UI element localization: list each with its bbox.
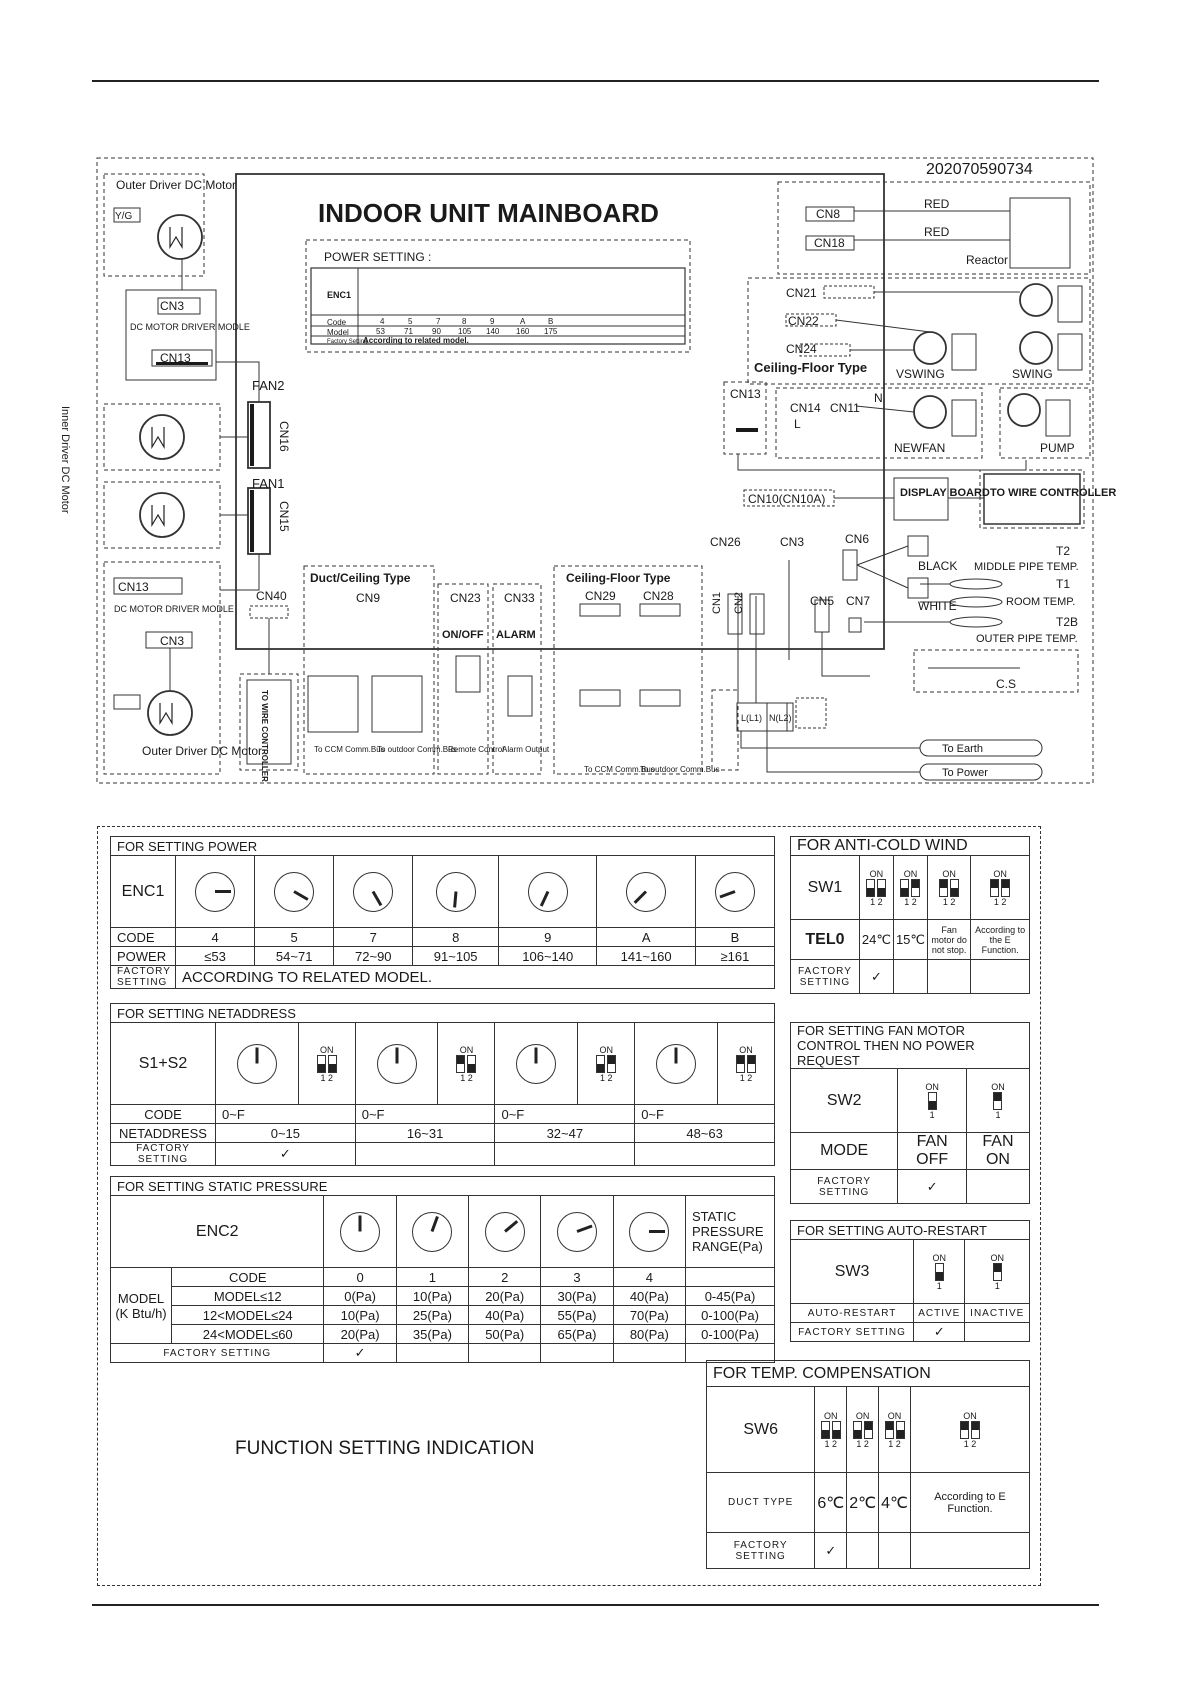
- board-factory-label: Factory Setting: [327, 339, 368, 345]
- static-code: 3: [541, 1268, 613, 1287]
- power-value: ≥161: [695, 947, 774, 966]
- cn3-label-2: CN3: [160, 634, 185, 648]
- fan-factory-label: FACTORY SETTING: [791, 1170, 898, 1204]
- static-dial: [324, 1196, 396, 1268]
- wiring-diagram: [0, 0, 1191, 800]
- auto-title: FOR SETTING AUTO-RESTART: [791, 1221, 1030, 1240]
- to-earth-label: To Earth: [942, 743, 983, 755]
- auto-sw3: SW3: [791, 1240, 914, 1304]
- static-range: 0-45(Pa): [686, 1287, 775, 1306]
- to-ccm-label-2: To CCM Comm.Bus: [584, 765, 655, 774]
- anti-tel0: TEL0: [791, 920, 860, 960]
- cn10-label: CN10(CN10A): [748, 492, 826, 506]
- driver-modle-label: DC MOTOR DRIVER MODLE: [130, 322, 250, 332]
- net-dial: [635, 1023, 718, 1105]
- cn2-label: CN2: [733, 591, 745, 614]
- auto-factory-check: ✓: [914, 1323, 965, 1342]
- static-value: 70(Pa): [613, 1306, 685, 1325]
- power-value: 54~71: [255, 947, 334, 966]
- cn23-label: CN23: [450, 591, 481, 605]
- net-dip: ON 1 2: [578, 1023, 635, 1105]
- temp-dip: ON 1 2: [879, 1387, 911, 1473]
- anti-dip: ON 1 2: [859, 856, 893, 920]
- netaddress-table: [110, 1003, 775, 1166]
- power-dial: [176, 856, 255, 928]
- cn6-label: CN6: [845, 532, 870, 546]
- cn3-board-label: CN3: [780, 535, 805, 549]
- t1-label: T1: [1056, 577, 1071, 591]
- n2-label: N(L2): [769, 713, 792, 723]
- cn33-label: CN33: [504, 591, 535, 605]
- board-title: INDOOR UNIT MAINBOARD: [318, 198, 659, 228]
- temp-dip: ON 1 2: [847, 1387, 879, 1473]
- n-label: N: [874, 391, 883, 405]
- anti-title: FOR ANTI-COLD WIND: [791, 837, 1030, 856]
- board-code: 5: [408, 317, 413, 326]
- static-code: 1: [396, 1268, 468, 1287]
- auto-inactive: INACTIVE: [965, 1304, 1030, 1323]
- driver-modle-label-2: DC MOTOR DRIVER MODLE: [114, 604, 234, 614]
- anti-dip: ON 1 2: [893, 856, 927, 920]
- net-dip: ON 1 2: [298, 1023, 355, 1105]
- board-code-label: Code: [327, 318, 347, 327]
- board-factory-text: According to related model.: [363, 336, 469, 345]
- ceiling-floor-label-bottom: Ceiling-Floor Type: [566, 571, 671, 585]
- cn24-label: CN24: [786, 342, 817, 356]
- temp-title: FOR TEMP. COMPENSATION: [707, 1361, 1030, 1387]
- fan2-label: FAN2: [252, 378, 285, 393]
- board-code: B: [548, 317, 554, 326]
- power-factory-label: FACTORY SETTING: [111, 966, 176, 989]
- net-code: 0~F: [495, 1105, 635, 1124]
- net-dial: [495, 1023, 578, 1105]
- cn7-label: CN7: [846, 594, 871, 608]
- wire-controller-label: TO WIRE CONTROLLER: [260, 690, 269, 782]
- power-table: [110, 836, 775, 989]
- cn15-label: CN15: [277, 501, 291, 532]
- temp-compensation-table: [706, 1360, 1030, 1569]
- static-code: 0: [324, 1268, 396, 1287]
- power-code: 4: [176, 928, 255, 947]
- net-code: 0~F: [216, 1105, 356, 1124]
- cn28-label: CN28: [643, 589, 674, 603]
- cn14-label: CN14: [790, 401, 821, 415]
- yg-label: Y/G: [115, 211, 133, 222]
- net-title: FOR SETTING NETADDRESS: [111, 1004, 775, 1023]
- fan-dip: ON 1: [898, 1069, 967, 1133]
- static-code: 4: [613, 1268, 685, 1287]
- power-code: A: [597, 928, 695, 947]
- temp-value: 2℃: [847, 1473, 879, 1533]
- white-label: WHITE: [918, 599, 957, 613]
- auto-dip: ON 1: [914, 1240, 965, 1304]
- fan-factory-check: ✓: [898, 1170, 967, 1204]
- power-dial: [597, 856, 695, 928]
- on-off-label: ON/OFF: [442, 629, 484, 641]
- static-value: 35(Pa): [396, 1325, 468, 1344]
- power-dial: [334, 856, 413, 928]
- fan-motor-table: [790, 1022, 1030, 1204]
- net-dip: ON 1 2: [438, 1023, 495, 1105]
- net-range: 0~15: [216, 1124, 356, 1143]
- cs-label: C.S: [996, 677, 1017, 691]
- board-model: 160: [516, 327, 530, 336]
- power-enc1: ENC1: [111, 856, 176, 928]
- anti-sw1: SW1: [791, 856, 860, 920]
- static-code-label: CODE: [172, 1268, 324, 1287]
- static-range: 0-100(Pa): [686, 1325, 775, 1344]
- cn29-label: CN29: [585, 589, 616, 603]
- power-dial: [413, 856, 499, 928]
- power-value: 141~160: [597, 947, 695, 966]
- reactor-label: Reactor: [966, 253, 1009, 267]
- temp-factory-check: ✓: [815, 1533, 847, 1569]
- static-model: MODEL≤12: [172, 1287, 324, 1306]
- cn18-label: CN18: [814, 236, 845, 250]
- net-range: 32~47: [495, 1124, 635, 1143]
- power-value: 106~140: [499, 947, 597, 966]
- net-code: 0~F: [635, 1105, 775, 1124]
- static-model: 24<MODEL≤60: [172, 1325, 324, 1344]
- power-value: ≤53: [176, 947, 255, 966]
- function-setting-title: FUNCTION SETTING INDICATION: [235, 1438, 535, 1459]
- static-code: 2: [469, 1268, 541, 1287]
- temp-value: According to E Function.: [910, 1473, 1029, 1533]
- static-dial: [396, 1196, 468, 1268]
- fan-on: FAN ON: [966, 1133, 1029, 1170]
- anti-factory-label: FACTORY SETTING: [791, 960, 860, 994]
- l1-label: L(L1): [741, 713, 763, 723]
- power-code: B: [695, 928, 774, 947]
- footer-rule: [92, 1604, 1099, 1606]
- static-value: 0(Pa): [324, 1287, 396, 1306]
- red-label-1: RED: [924, 197, 950, 211]
- red-label-2: RED: [924, 225, 950, 239]
- static-model-label: MODEL (K Btu/h): [111, 1268, 172, 1344]
- static-factory-label: FACTORY SETTING: [111, 1344, 324, 1363]
- to-power-label: To Power: [942, 767, 988, 779]
- board-enc1-label: ENC1: [327, 290, 352, 300]
- power-factory-text: ACCORDING TO RELATED MODEL.: [176, 966, 775, 989]
- static-range-label: STATIC PRESSURE RANGE(Pa): [686, 1196, 775, 1268]
- power-code: 8: [413, 928, 499, 947]
- inner-motor-label: Inner Driver DC Motor: [59, 406, 71, 514]
- l-label: L: [794, 417, 801, 431]
- static-value: 55(Pa): [541, 1306, 613, 1325]
- power-title: FOR SETTING POWER: [111, 837, 775, 856]
- board-model: 90: [432, 327, 441, 336]
- cn21-label: CN21: [786, 286, 817, 300]
- room-temp-label: ROOM TEMP.: [1006, 596, 1076, 608]
- board-code: 9: [490, 317, 495, 326]
- static-value: 65(Pa): [541, 1325, 613, 1344]
- newfan-label: NEWFAN: [894, 441, 946, 455]
- temp-value: 6℃: [815, 1473, 847, 1533]
- cn11-label: CN11: [830, 401, 860, 415]
- board-model: 71: [404, 327, 413, 336]
- alarm-label: ALARM: [496, 629, 536, 641]
- net-dial: [355, 1023, 438, 1105]
- net-address-label: NETADDRESS: [111, 1124, 216, 1143]
- outer-pipe-label: OUTER PIPE TEMP.: [976, 633, 1078, 645]
- temp-factory-label: FACTORY SETTING: [707, 1533, 815, 1569]
- auto-dip: ON 1: [965, 1240, 1030, 1304]
- static-dial: [613, 1196, 685, 1268]
- fan-off: FAN OFF: [898, 1133, 967, 1170]
- board-model: 140: [486, 327, 500, 336]
- fan-dip: ON 1: [966, 1069, 1029, 1133]
- power-value-label: POWER: [111, 947, 176, 966]
- remote-control-label: Remote Control: [448, 745, 505, 754]
- power-setting-label: POWER SETTING :: [324, 250, 432, 264]
- display-board-label: DISPLAY BOARD: [900, 487, 990, 499]
- to-outdoor-label: To outdoor Comm.Bus: [377, 745, 457, 754]
- anti-value: According to the E Function.: [971, 920, 1030, 960]
- net-factory-check: ✓: [216, 1143, 356, 1166]
- middle-pipe-label: MIDDLE PIPE TEMP.: [974, 561, 1079, 573]
- board-code: 7: [436, 317, 441, 326]
- power-value: 72~90: [334, 947, 413, 966]
- anti-value: 15℃: [893, 920, 927, 960]
- fan-sw2: SW2: [791, 1069, 898, 1133]
- static-value: 80(Pa): [613, 1325, 685, 1344]
- to-wire-controller-label: TO WIRE CONTROLLER: [990, 487, 1117, 499]
- anti-dip: ON 1 2: [928, 856, 971, 920]
- temp-sw6: SW6: [707, 1387, 815, 1473]
- net-code-label: CODE: [111, 1105, 216, 1124]
- static-range: 0-100(Pa): [686, 1306, 775, 1325]
- static-value: 20(Pa): [324, 1325, 396, 1344]
- net-dial: [216, 1023, 299, 1105]
- power-dial: [499, 856, 597, 928]
- board-model: 175: [544, 327, 558, 336]
- to-outdoor-label-2: To outdoor Comm.Bus: [640, 765, 720, 774]
- static-value: 50(Pa): [469, 1325, 541, 1344]
- net-code: 0~F: [355, 1105, 495, 1124]
- cn13-label-2: CN13: [118, 580, 149, 594]
- board-code: A: [520, 317, 526, 326]
- outer-motor-top-label: Outer Driver DC Motor: [116, 178, 237, 192]
- cn13-board-label: CN13: [730, 387, 761, 401]
- cn3-label: CN3: [160, 299, 185, 313]
- t2b-label: T2B: [1056, 615, 1079, 629]
- fan-mode: MODE: [791, 1133, 898, 1170]
- fan1-label: FAN1: [252, 476, 285, 491]
- anti-factory-check: ✓: [859, 960, 893, 994]
- black-label: BLACK: [918, 559, 958, 573]
- static-title: FOR SETTING STATIC PRESSURE: [111, 1177, 775, 1196]
- t2-label: T2: [1056, 544, 1071, 558]
- cn8-label: CN8: [816, 207, 841, 221]
- static-dial: [541, 1196, 613, 1268]
- temp-dip: ON 1 2: [815, 1387, 847, 1473]
- static-pressure-table: [110, 1176, 775, 1363]
- anti-cold-table: [790, 836, 1030, 994]
- anti-dip: ON 1 2: [971, 856, 1030, 920]
- vswing-label: VSWING: [896, 367, 945, 381]
- ceiling-floor-label-top: Ceiling-Floor Type: [754, 360, 868, 375]
- static-value: 25(Pa): [396, 1306, 468, 1325]
- net-range: 16~31: [355, 1124, 495, 1143]
- static-value: 10(Pa): [324, 1306, 396, 1325]
- anti-value: Fan motor do not stop.: [928, 920, 971, 960]
- static-value: 20(Pa): [469, 1287, 541, 1306]
- static-value: 10(Pa): [396, 1287, 468, 1306]
- power-value: 91~105: [413, 947, 499, 966]
- static-model: 12<MODEL≤24: [172, 1306, 324, 1325]
- static-value: 30(Pa): [541, 1287, 613, 1306]
- temp-dip: ON 1 2: [910, 1387, 1029, 1473]
- power-code: 5: [255, 928, 334, 947]
- board-code: 4: [380, 317, 385, 326]
- anti-value: 24℃: [859, 920, 893, 960]
- board-code: 8: [462, 317, 467, 326]
- cn9-label: CN9: [356, 591, 381, 605]
- power-code-label: CODE: [111, 928, 176, 947]
- net-range: 48~63: [635, 1124, 775, 1143]
- power-code: 9: [499, 928, 597, 947]
- static-dial: [469, 1196, 541, 1268]
- cn22-label: CN22: [788, 314, 819, 328]
- alarm-output-label: Alarm Output: [502, 745, 550, 754]
- cn5-label: CN5: [810, 594, 835, 608]
- auto-restart-table: [790, 1220, 1030, 1342]
- board-model: 105: [458, 327, 472, 336]
- cn1-label: CN1: [711, 591, 723, 614]
- duct-ceiling-label: Duct/Ceiling Type: [310, 571, 411, 585]
- cn16-label: CN16: [277, 421, 291, 452]
- outer-motor-bottom-label: Outer Driver DC Motor: [142, 744, 263, 758]
- swing-label: SWING: [1012, 367, 1053, 381]
- power-dial: [695, 856, 774, 928]
- board-model: 53: [376, 327, 385, 336]
- static-factory-check: ✓: [324, 1344, 396, 1363]
- net-dip: ON 1 2: [717, 1023, 774, 1105]
- cn26-label: CN26: [710, 535, 741, 549]
- net-factory-label: FACTORY SETTING: [111, 1143, 216, 1166]
- pump-label: PUMP: [1040, 441, 1075, 455]
- auto-active: ACTIVE: [914, 1304, 965, 1323]
- board-model-label: Model: [327, 328, 349, 337]
- cn13-label: CN13: [160, 351, 191, 365]
- power-dial: [255, 856, 334, 928]
- fan-title: FOR SETTING FAN MOTOR CONTROL THEN NO POWER REQUEST: [791, 1023, 1030, 1069]
- static-enc2-label: ENC2: [111, 1196, 324, 1268]
- power-code: 7: [334, 928, 413, 947]
- temp-duct-label: DUCT TYPE: [707, 1473, 815, 1533]
- net-s-label: S1+S2: [111, 1023, 216, 1105]
- to-ccm-label: To CCM Comm.Bus: [314, 745, 385, 754]
- temp-value: 4℃: [879, 1473, 911, 1533]
- static-value: 40(Pa): [469, 1306, 541, 1325]
- static-value: 40(Pa): [613, 1287, 685, 1306]
- auto-factory-label: FACTORY SETTING: [791, 1323, 914, 1342]
- cn40-label: CN40: [256, 589, 287, 603]
- auto-label: AUTO-RESTART: [791, 1304, 914, 1323]
- serial-number: 202070590734: [926, 161, 1033, 178]
